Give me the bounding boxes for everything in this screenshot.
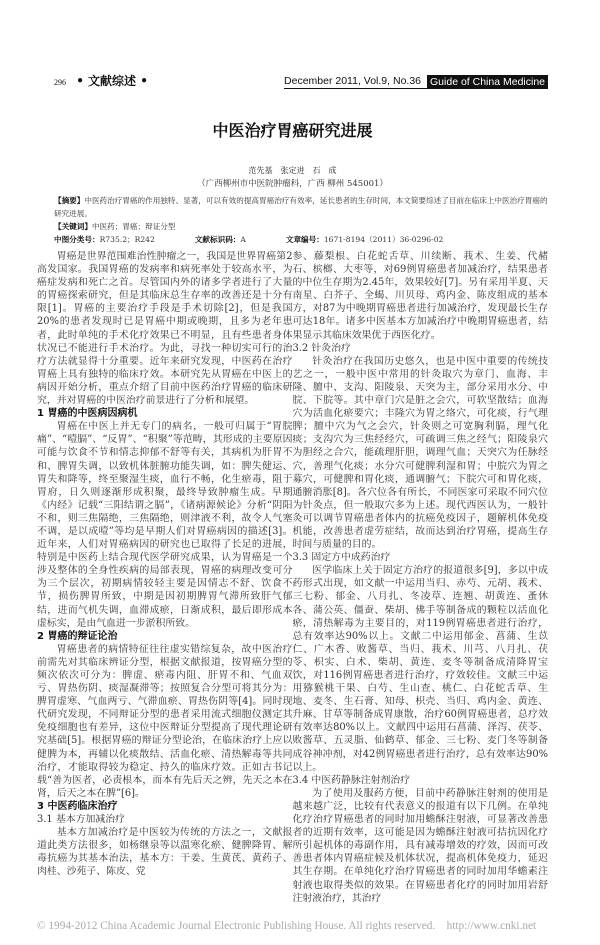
body-paragraph: 医学临床上关于固定方治疗的报道很多[9]，多以中成药形式出现，如文献一中运用当归、赤芍、元胡、莪术、三七粉、郁金、八月扎、冬凌草、连翘、胡黄连、蚤休各、蒲公英、僵蚕、柴胡、佛手等制备成的颗粒以活血化瘀，清热解毒为主要目的，对119例胃癌患者进行治疗，总有效率达90%以上。文献二中运用郁金、菖蒲、生苡仁、广木香、败酱草、当归、莪术、川芎、八月扎、茯苓、枳实、白术、柴胡、黄连、麦冬等制备成清降胃宝饮，对116例胃癌患者进行治疗，疗效较佳。文献三中运用猕猴桃干果、白芍、生山查、桃仁、白花蛇舌草、生地、麦冬、生石膏、知母、枳壳、当归、鸡内金、黄连、升麻、甘草等制备成胃康散，治疗60例胃癌患者，总疗效有效率达80%以上。文献四中运用石菖蒲、泽泻、茯苓、败酱草、五灵脂、仙鹤草、郁金、三七粉、麦门冬等制备成谷神冲剂，对42例胃癌患者进行治疗，总有效率达90%以上。 <box>292 565 548 773</box>
body-columns <box>37 250 548 905</box>
doc-code-value: A <box>240 235 246 244</box>
article-title: 中医治疗胃癌研究进展 <box>212 121 373 140</box>
running-header <box>37 72 548 89</box>
clc-value: R735.2；R242 <box>99 235 155 244</box>
subsection-heading: 3.3 固定方中成药治疗 <box>292 552 391 564</box>
body-paragraph: 参、藤梨根、白花蛇舌草、川续断、莪术、生姜、代赭石、槟榔、大枣等，对69例胃癌患者加减治疗，结果患者的中位生存期为2.45年，效果较好[7]。另有采用半夏、天南星、白芥子、全蝎、川贝母、鸡内金、陈皮组成的基本方，对87为中晚期胃癌患者进行加减治疗，发现最长生存可达18年。诸多中医基本方加减治疗中晚期胃癌患者，结果显示其临床效果优于西医化疗。 <box>292 251 548 341</box>
keywords-text: 中医药；胃癌；辩证分型 <box>91 222 176 231</box>
body-paragraph: 胃癌是世界范围难治性肿瘤之一，我国是世界胃癌第2高发国家。我国胃癌的发病率和病死率处于较高水平，为癌症发病和死亡之首。尽管国内外的诸多学者进行了大量的胃癌探索研究，但是其临床总生存率的改善还是十分有限[1]。胃癌的主要治疗手段是手术切除[2]，但是我国20%的患者发现时已是胃癌中期或晚期，且多为老年患者，此时单纯的手术化疗效果已不明显，且有些患者身体状况已不能进行手术治疗。为此，寻找一种切实可行的治疗方法就显得十分重要。近年来研究发现，中医药在治疗胃癌上具有独特的临床疗效。本研究先从胃癌在中医上的病因开始分析，重点介绍了目前中医药治疗胃癌的临床研究，并对胃癌的中医治疗前景进行了分析和展望。 <box>37 251 293 407</box>
article-no-value: 1671-8194（2011）36-0296-02 <box>323 235 444 244</box>
body-left-column <box>37 250 293 879</box>
clc-label: 中图分类号： <box>54 235 100 244</box>
section-heading: 3 中医药临床治疗 <box>37 800 118 812</box>
subsection-heading: 3.1 基本方加减治疗 <box>37 814 125 826</box>
subsection-heading: 3.4 中医药静脉注射剂治疗 <box>292 774 411 786</box>
abstract-text: 中医药治疗胃癌的作用独特、显著，可以有效的提高胃癌治疗有效率，延长患者的生存时间，本文简要综述了目前在临床上中医治疗胃癌的研究进展。 <box>54 196 548 218</box>
running-header-right <box>284 75 548 89</box>
copyright-footer <box>37 919 548 933</box>
subsection-heading: 3.2 针灸治疗 <box>292 342 351 354</box>
abstract <box>37 194 548 220</box>
section-heading: 1 胃癌的中医病因病机 <box>37 408 138 420</box>
article-no-label: 文章编号： <box>285 235 324 244</box>
body-paragraph: 胃癌患者的病情特征往往虚实错综复杂，故中医治疗前需先对其临床辨证分型，根据文献报道，按胃癌分型的频次依次可分为：脾虚、瘀毒内阻、肝胃不和、气血双亏、胃热伤阴、痰湿凝滞等；按照复合分型可将其分为：脾胃虚寒、气血两亏、气滞血瘀、胃热伤阴等[4]。同时现代研究发现，不同辩证分型的患者采用流式细胞仪测定其免疫细胞也有差异，这位中医辩证分型提高了现代理论研究基础[5]。根据胃癌的辩证分型论治，在临床治疗上应以健脾为本，再辅以化痰散结、活血化瘀、清热解毒等共同治疗，才能取得较为稳定、持久的临床疗效。正如古书记载“善为医者，必责根本，而本有先后天之辨，先天之本在肾，后天之本在脾”[6]。 <box>37 643 293 799</box>
body-right-column <box>293 250 549 905</box>
body-paragraph: 针灸治疗在我国历史悠久，也是中医中重要的传统技艺之一，一般中医中常用的针灸取穴为章门、血海、丰隆、膻中、支沟、阳陵泉、天突为主，部分采用水分、中脘、下脘等。其中章门穴是脏之会穴，可软坚散结；血海穴为活血化瘀要穴；丰隆穴为胃之络穴，可化痰，行气理脾；膻中穴为气之会穴，针灸则之可宽胸利膈，理气化痰；支沟穴为三焦经经穴，可疏调三焦之经气；阳陵泉穴为胆经之合穴，能疏理肝胆，调理气血；天突穴为任脉经穴，善理气化痰；水分穴可健脾利湿和胃；中脘穴为胃之募穴，可健脾和胃化痰，通调腑气；下脘穴可和胃化痰，通腑消胀[8]。各穴位各有所长，不同医家可采取不同穴位为针灸点，但一般取穴多为上述。现代西医认为，一般针灸可以调节胃癌患者体内的抗癌免疫因子，题解机体免疫机能，改善患者虚劳症结，故而达到治疗胃癌，提高生存时间与质量的目的。 <box>292 355 548 551</box>
copyright-text: © 1994-2012 China Academic Journal Electronic Publishing House. All rights reserved. <box>37 919 436 932</box>
section-label: • 文献综述 • <box>76 74 148 88</box>
issue-info: December 2011, Vol.9, No.36 <box>284 75 427 89</box>
authors: 范先基 张定进 石 成 <box>248 166 337 175</box>
doc-code-label: 文献标识码： <box>194 235 241 244</box>
keywords-label: 【关键词】 <box>54 222 92 231</box>
body-paragraph: 为了使用及服药方便，目前中药静脉注射剂的使用是越来越广泛，比较有代表意义的报道有以下几例。在单纯化疗治疗胃癌患者的同时加用蟾酥注射液，可显著改善患者的近期有效率，这可能是因为蟾酥注射液可拮抗因化疗所引起机体的毒副作用，具有减毒增效的疗效，因而可改善患者体内胃癌症候及机体状况，提高机体免疫力，延迟其生存期。在单纯化疗治疗胃癌患者的同时加用华蟾素注射液也取得类似的效果。在胃癌患者化疗的同时加用岩舒注射液治疗，其治疗 <box>292 787 548 904</box>
section-heading: 2 胃癌的辩证论治 <box>37 630 118 642</box>
cnki-link[interactable]: http://www.cnki.net <box>446 919 537 932</box>
affiliation: （广西柳州市中医院肿瘤科，广西 柳州 545001） <box>197 179 388 189</box>
running-header-left <box>54 72 148 89</box>
keywords <box>37 220 548 233</box>
body-paragraph: 基本方加减治疗是中医较为传统的方法之一，文献报道此类方法很多，如杨继泉等以温寒化瘀、健脾降胃、解毒抗癌为其基本治法，基本方：干姜、生黄芪、黄药子、肉桂、沙苑子、陈皮、党 <box>37 827 293 878</box>
body-paragraph: 胃癌在中医上并无专门的病名，一般可归属于“胃脘痛”、“噎膈”、“反胃”、“积聚”等范畴，其形成的主要原因可能与饮食不节和情志抑郁不舒等有关，其病机为肝胃不和、脾胃失调，以致机体脏腑功能失调，如：脾失健运、胃失和降等，终至聚湿生痰，血行不畅，化生瘀毒，阻于胃府，日久则逐渐形成积聚，最终导致肿瘤生成。早期《内经》记载“三阳结谓之膈”，《诸病源候论》分析“阴阳不和，则三焦隔绝，三焦隔绝，则津液不利，故令人气塞不调，是以成噎”等均是早期人们对胃癌病因的描述[3]。近年来，人们对胃癌病因的研究也已取得了长足的进展，特别是中医药上结合现代医学研究成果，认为胃癌是一个涉及整体的全身性疾病的局部表现，胃癌的病理改变可分为三个层次，初期病情较轻主要是因情志不舒、饮食不节，损伤脾胃所致，中期是因初期脾胃气滞所致肝气郁结，进而气机失调，血滞成瘀，日渐成积，最后即形成本虚标实，是由气血进一步淤积所致。 <box>37 421 293 629</box>
abstract-label: 【摘要】 <box>54 196 85 205</box>
journal-name: Guide of China Medicine <box>427 75 548 89</box>
page-number: 296 <box>54 78 66 87</box>
classification-row <box>37 233 548 246</box>
